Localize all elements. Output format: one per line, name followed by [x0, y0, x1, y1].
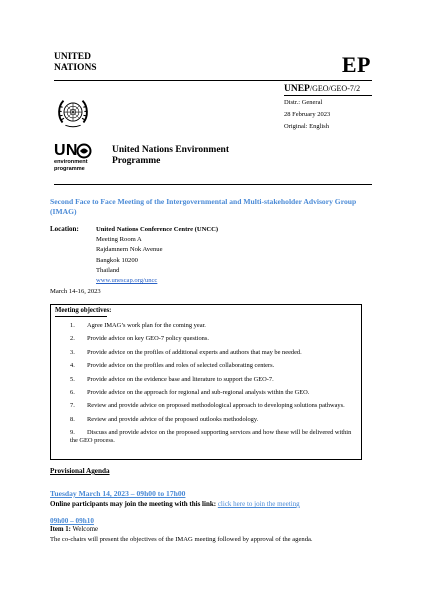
agenda-time-slot: 09h00 – 09h10 — [50, 517, 94, 525]
location-label: Location: — [50, 225, 79, 233]
objective-item: 1. Agree IMAG’s work plan for the coming year. — [70, 322, 206, 329]
org-name: UNITED NATIONS — [54, 52, 97, 73]
agenda-item: Item 1: Welcome — [50, 526, 99, 533]
objective-item: 7. Review and provide advice on proposed methodological approach to developing solutions pathways. — [70, 402, 345, 410]
doc-symbol: EP — [341, 52, 371, 77]
header-divider-bottom — [54, 184, 372, 185]
unep-globe-icon — [76, 143, 92, 159]
doc-number-divider — [284, 95, 372, 96]
unep-logo-sub1: environment — [54, 159, 88, 165]
objective-item: 8. Review and provide advice of the proposed outlooks methodology. — [70, 415, 259, 423]
objectives-title-underline — [55, 316, 107, 317]
location-street: Rajdamnern Nok Avenue — [96, 246, 163, 254]
unep-name: United Nations Environment Programme — [112, 145, 230, 166]
meeting-title: Second Face to Face Meeting of the Intergovernmental and Multi-stakeholder Advisory Group (IMAG) — [50, 197, 357, 217]
original-language: Original: English — [284, 123, 329, 130]
location-city: Bangkok 10200 — [96, 256, 138, 264]
online-join-line: Online participants may join the meeting with this link: click here to join the meeting — [50, 500, 300, 508]
objective-item: 5. Provide advice on the evidence base and literature to support the GEO-7. — [70, 375, 274, 383]
location-url-link[interactable]: www.unescap.org/uncc — [96, 277, 158, 285]
unep-logo-word: UN — [54, 142, 78, 159]
location-room: Meeting Room A — [96, 236, 142, 244]
unep-logo-sub2: programme — [54, 165, 85, 172]
location-venue: United Nations Conference Centre (UNCC) — [96, 226, 219, 233]
un-emblem-icon — [54, 94, 92, 132]
location-country: Thailand — [96, 266, 120, 274]
objectives-title: Meeting objectives: — [55, 307, 112, 314]
location-block — [96, 225, 218, 286]
doc-number: UNEP/GEO/GEO-7/2 — [284, 84, 361, 94]
objective-item: 9. Discuss and provide advice on the proposed supporting services and how these will be delivered within the GEO process. — [70, 429, 352, 445]
objective-item: 4. Provide advice on the profiles and roles of selected collaborating centers. — [70, 362, 275, 370]
join-meeting-link[interactable]: click here to join the meeting — [217, 500, 300, 508]
objective-item: 3. Provide advice on the profiles of additional experts and authors that may be needed. — [70, 348, 302, 356]
agenda-heading: Provisional Agenda — [50, 467, 110, 475]
header-divider-top — [54, 80, 372, 81]
agenda-day-heading: Tuesday March 14, 2023 – 09h00 to 17h00 — [50, 489, 186, 498]
meeting-dates: March 14-16, 2023 — [50, 288, 101, 295]
objectives-list — [70, 322, 358, 451]
objective-item: 6. Provide advice on the approach for regional and sub-regional analysis within the GEO. — [70, 388, 310, 396]
agenda-item-description: The co-chairs will present the objectives of the IMAG meeting followed by approval of the agenda. — [50, 536, 313, 543]
objective-item: 2. Provide advice on key GEO-7 policy questions. — [70, 335, 209, 343]
issue-date: 28 February 2023 — [284, 111, 331, 118]
distribution: Distr.: General — [284, 99, 323, 106]
